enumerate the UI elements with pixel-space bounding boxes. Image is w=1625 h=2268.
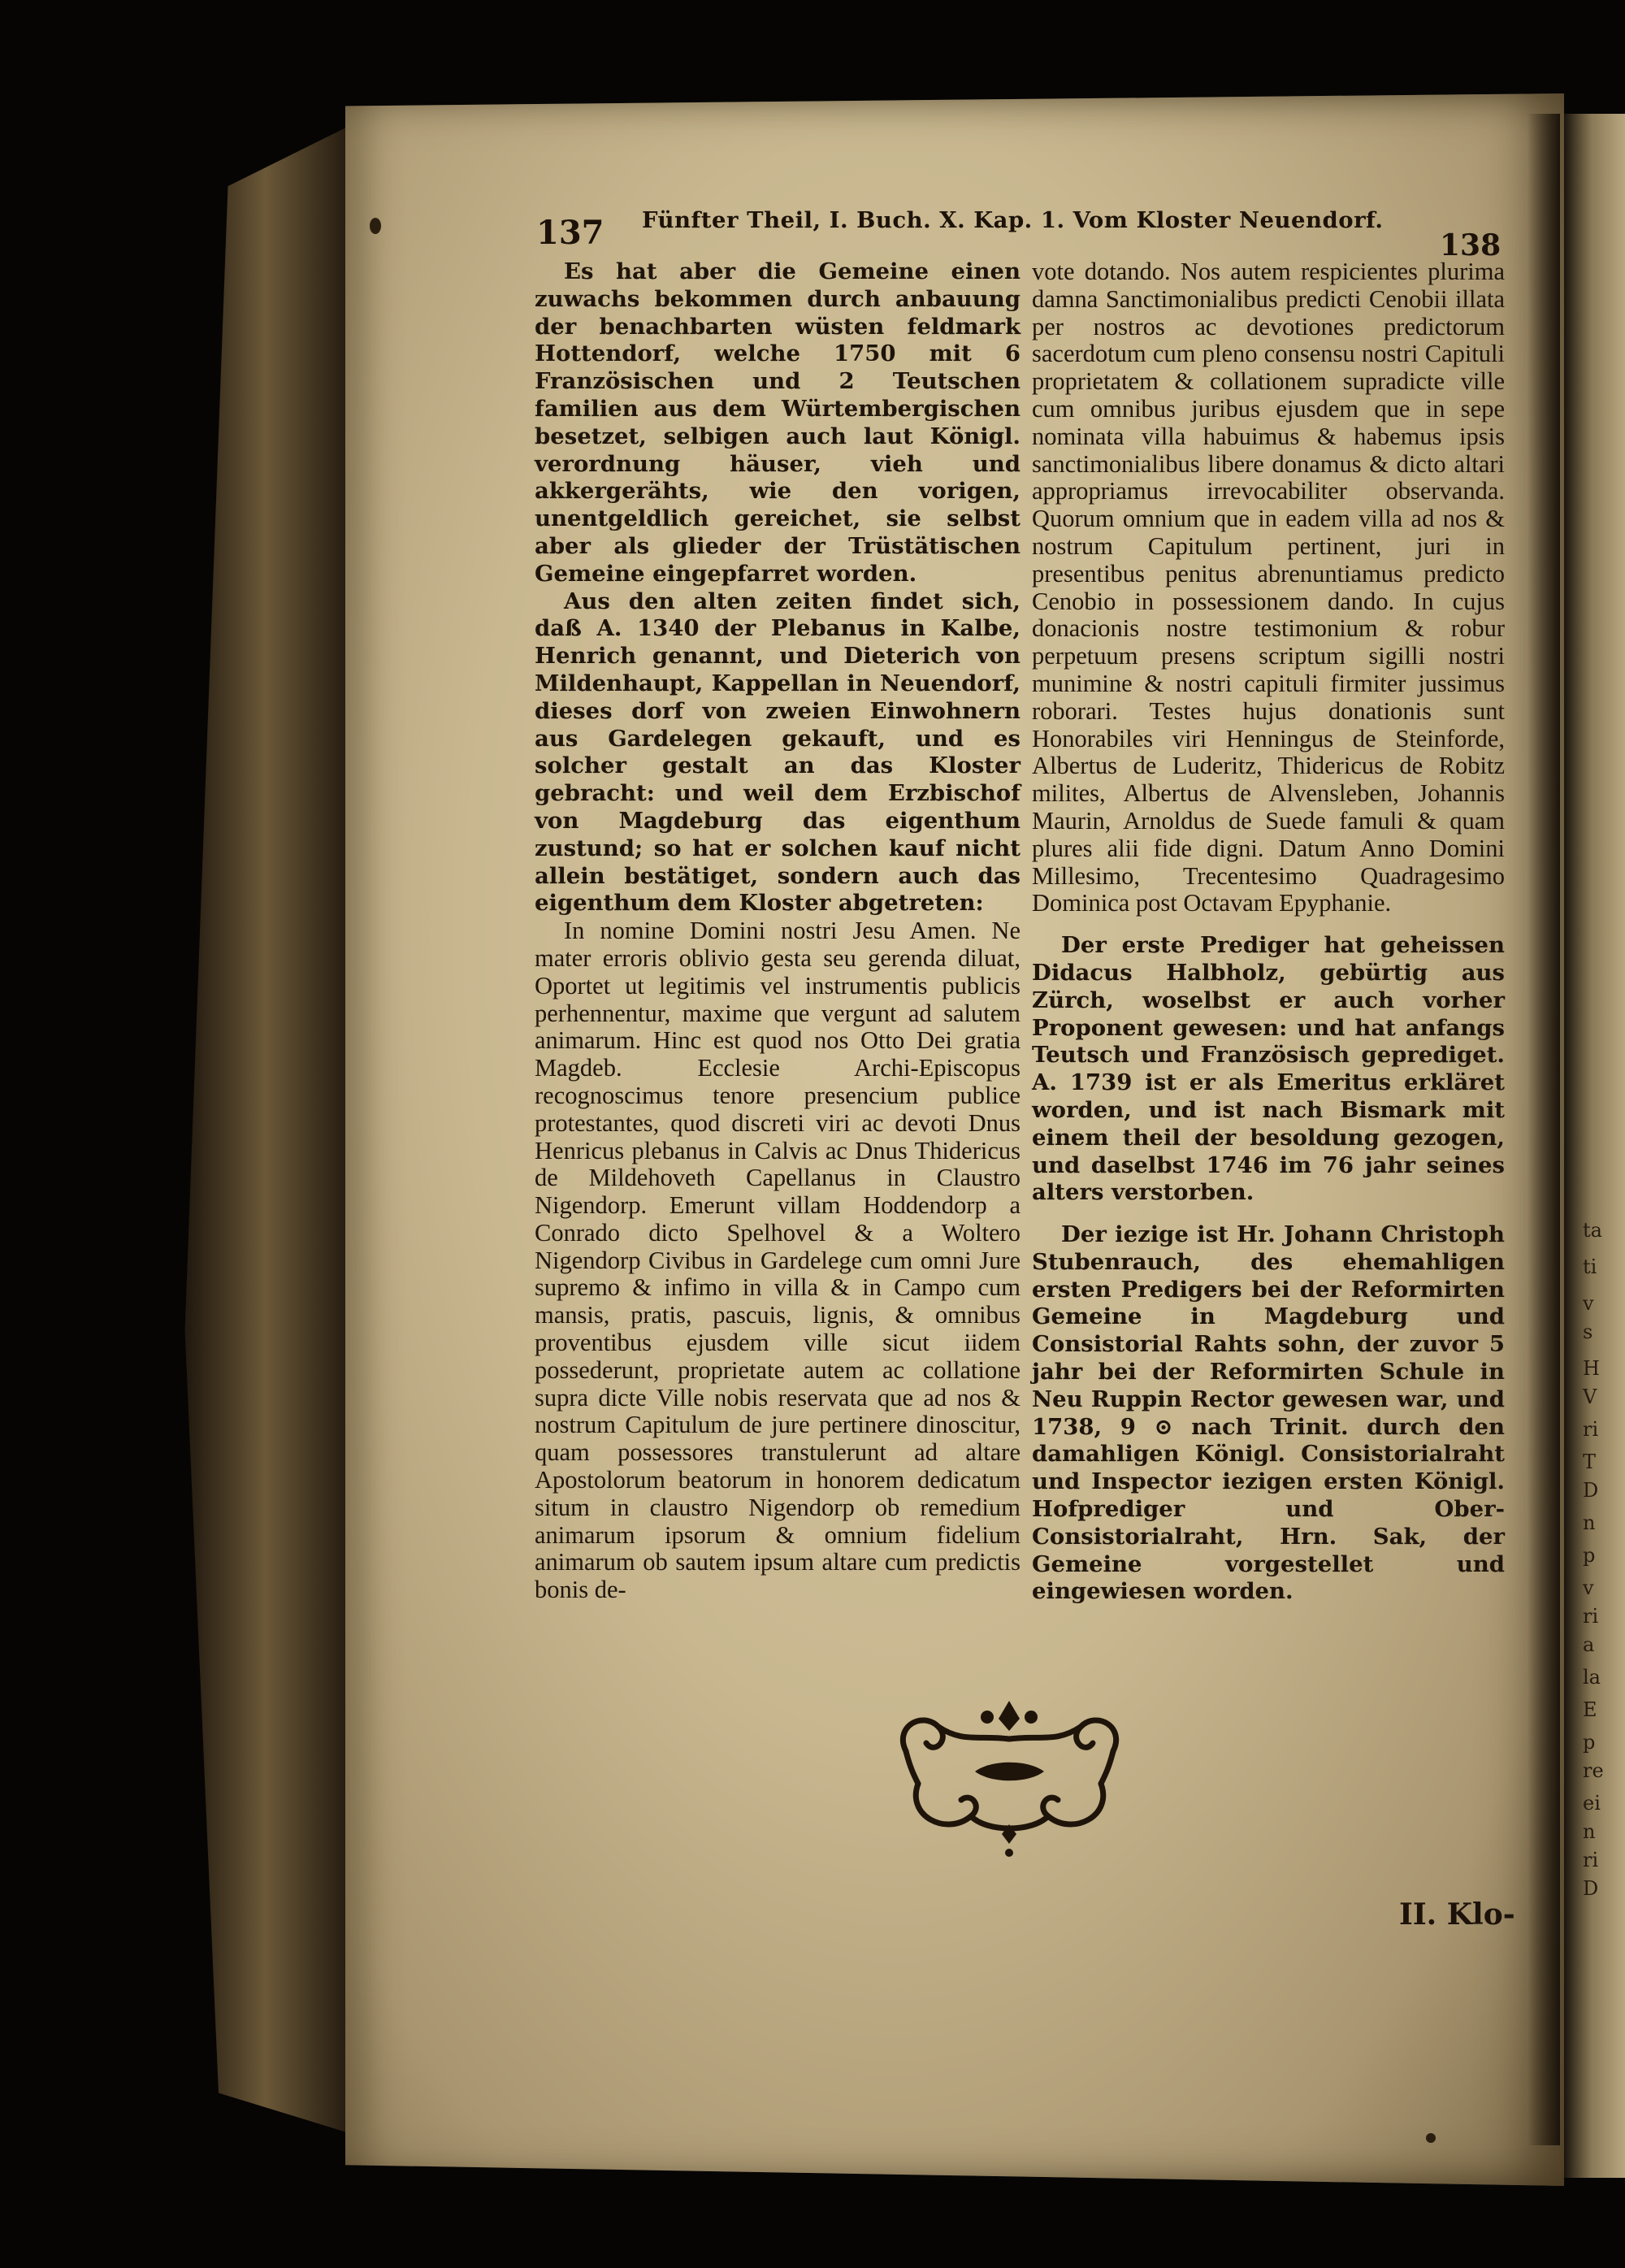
paragraph-charter-continued: vote dotando. Nos autem respicientes plurima damna Sanctimonialibus predicti Cenobii illata per nostros ac devotiones predictorum sacerdotum cum pleno consensu nostri Capituli proprietatem & collationem supradicte ville cum omnibus juribus ejusdem que in sepe nominata villa habuimus & habemus ipsis sanctimonialibus libere donamus & dicto altari appropriamus irrevocabiliter observanda. Quorum omnium que in eadem villa ad nos & nostrum Capitulum pertinent, juri in presentibus penitus abrenuntiamus predicto Cenobio in possessionem dando. In cujus donacionis nostre testimonium & robur perpetuum presens scriptum sigilli nostri munimine & nostri capituli firmiter jussimus roborari. Testes hujus donationis sunt Honorabiles viri Henningus de Steinforde, Albertus de Luderitz, Thidericus de Robitz milites, Albertus de Alvensleben, Johannis Maurin, Arnoldus de Suede famuli & quam plures alii fide digni. Datum Anno Domini Millesimo, Trecentesimo Quadragesimo Dominica post Octavam Epyphanie. <box>1032 258 1505 917</box>
facing-page-fragment: D <box>1583 1479 1599 1502</box>
paragraph-first-preacher: Der erste Prediger hat geheissen Didacus Halbholz, gebürtig aus Zürch, woselbst er auch vorher Proponent gewesen: und hat anfangs Teutsch und Französisch geprediget. A. 1739 ist er als Emeritus erkläret worden, und ist nach Bismark mit einem theil der besoldung gezogen, und daselbst 1746 im 76 jahr seines alters verstorben. <box>1032 932 1505 1206</box>
page-gutter-shadow <box>1528 114 1560 2145</box>
facing-page-fragment: re <box>1583 1759 1604 1782</box>
facing-page-fragment: p <box>1583 1544 1596 1567</box>
facing-page-fragment: n <box>1583 1511 1596 1534</box>
header-title: Fünfter Theil, I. Buch. X. Kap. 1. Vom Kloster Neuendorf. <box>642 207 1384 233</box>
ornament-vignette-icon <box>890 1694 1129 1857</box>
facing-page-fragment: s <box>1583 1320 1593 1343</box>
page-number-right: 138 <box>1440 228 1502 262</box>
ink-dot <box>1426 2133 1436 2143</box>
running-header <box>536 207 1502 262</box>
text-column-left <box>535 258 1020 1604</box>
facing-page-fragment: ri <box>1583 1849 1599 1871</box>
paragraph-current-preacher: Der iezige ist Hr. Johann Christoph Stubenrauch, des ehemahligen ersten Predigers bei der Reformirten Gemeine in Magdeburg und Consistorial Rahts sohn, der zuvor 5 jahr bei der Reformirten Schule in Neu Ruppin Rector gewesen war, und 1738, 9 ⊙ nach Trinit. durch den damahligen Königl. Consistorialraht und Inspector iezigen ersten Königl. Hofprediger und Ober-Consistorialraht, Hrn. Sak, der Gemeine vorgestellet und eingewiesen worden. <box>1032 1221 1505 1605</box>
page-number-left: 137 <box>536 214 604 252</box>
facing-page-fragment: la <box>1583 1666 1601 1689</box>
facing-page-fragment: a <box>1583 1633 1595 1656</box>
facing-page-fragment: v <box>1583 1576 1594 1599</box>
paragraph-hottendorf: Es hat aber die Gemeine einen zuwachs bekommen durch anbauung der benachbarten wüsten feldmark Hottendorf, welche 1750 mit 6 Französischen und 2 Teutschen familien aus dem Würtembergischen besetzet, selbigen auch laut Königl. verordnung häuser, vieh und akkergerähts, wie den vorigen, unentgeldlich gereichet, sie selbst aber als glieder der Trüstätischen Gemeine eingepfarret worden. <box>535 258 1020 587</box>
paragraph-purchase: Aus den alten zeiten findet sich, daß A. 1340 der Plebanus in Kalbe, Henrich genannt, und Dieterich von Mildenhaupt, Kappellan in Neuendorf, dieses dorf von zweien Einwohnern aus Gardelegen gekauft, und es solcher gestalt an das Kloster gebracht: und weil dem Erzbischof von Magdeburg das eigenthum zustund; so hat er solchen kauf nicht allein bestätiget, sondern auch das eigenthum dem Kloster abgetreten: <box>535 588 1020 917</box>
facing-page-fragment: ei <box>1583 1792 1601 1815</box>
facing-page-fragment: H <box>1583 1357 1600 1380</box>
facing-page-fragment: T <box>1583 1451 1597 1473</box>
facing-page-fragment: E <box>1583 1698 1597 1721</box>
facing-page-fragment: ti <box>1583 1255 1597 1278</box>
facing-page-fragment: D <box>1583 1877 1599 1900</box>
ink-mark <box>370 218 381 234</box>
facing-page-fragment: p <box>1583 1731 1596 1754</box>
facing-page-fragment: ri <box>1583 1418 1599 1441</box>
paragraph-charter-latin: In nomine Domini nostri Jesu Amen. Ne mater erroris oblivio gesta seu gerenda diluat, Oportet ut legitimis vel instrumentis publicis perhennentur, maxime que vergunt ad salutem animarum. Hinc est quod nos Otto Dei gratia Magdeb. Ecclesie Archi-Episcopus recognoscimus tenore presencium publice protestantes, quod discreti viri ac devoti Dnus Henricus plebanus in Calvis ac Dnus Thidericus de Mildehoveth Capellanus in Claustro Nigendorp. Emerunt villam Hoddendorp a Conrado dicto Spelhovel & a Woltero Nigendorp Civibus in Gardelege cum omni Jure supremo & infimo in villa & in Campo cum mansis, pratis, pascuis, lignis, & omnibus proventibus ejusdem ville sicut iidem possederunt, proprietate autem ac collatione supra dicte Ville nobis reservata que ad nos & nostrum Capitulum de jure pertinere dinoscitur, quam possessores transtulerunt ad altare Apostolorum beatorum in honorem dedicatum situm in claustro Nigendorp ob remedium animarum ipsorum & omnium fidelium animarum ob sautem ipsum altare cum predictis bonis de- <box>535 917 1020 1604</box>
facing-page-fragment: V <box>1583 1386 1597 1408</box>
facing-page-fragment: n <box>1583 1820 1596 1843</box>
facing-page-fragment: v <box>1583 1292 1594 1315</box>
text-column-right <box>1032 258 1505 1606</box>
facing-page-fragment: ta <box>1583 1219 1602 1242</box>
catchword: II. Klo- <box>1399 1897 1515 1932</box>
facing-page-fragment: ri <box>1583 1605 1599 1628</box>
